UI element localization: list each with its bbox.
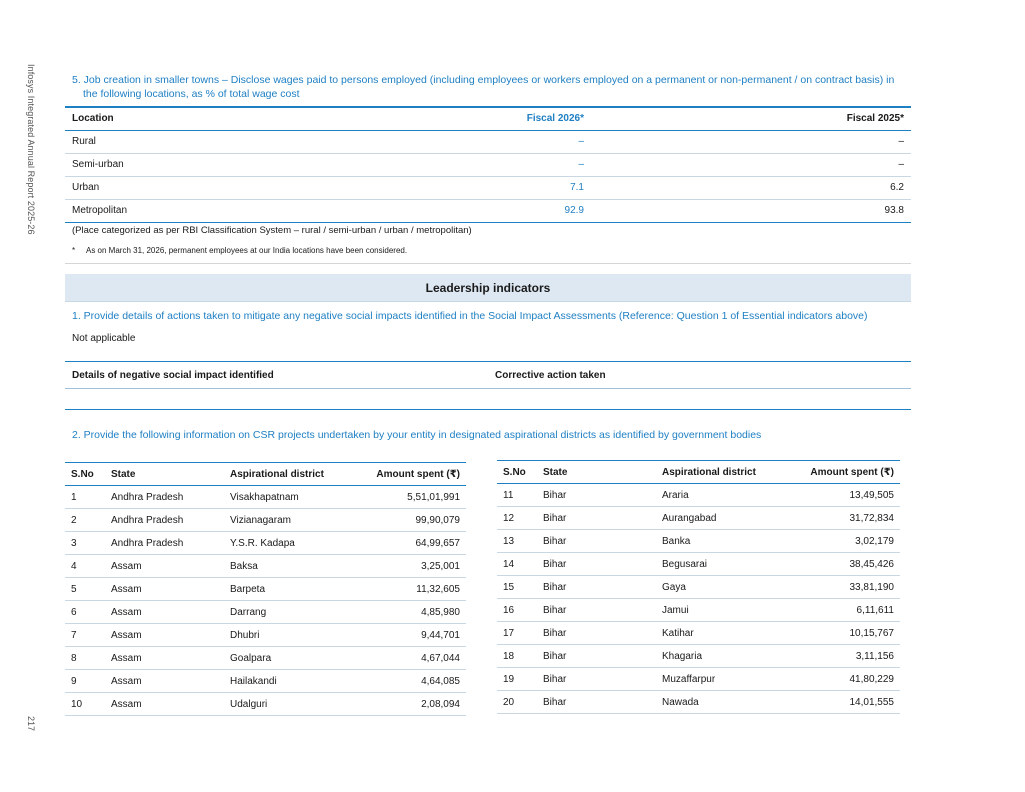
header-fiscal-2025: Fiscal 2025*	[591, 107, 911, 130]
state-cell: Bihar	[537, 599, 656, 622]
state-cell: Andhra Pradesh	[105, 532, 224, 555]
sno-cell: 18	[497, 645, 537, 668]
state-cell: Bihar	[537, 484, 656, 507]
question-1-heading: 1. Provide details of actions taken to mitigate any negative social impacts identified in the Social Impact Assessments (Reference: Question 1 of Essential indicators above)	[72, 310, 868, 322]
table-row	[497, 668, 900, 691]
location-cell: Urban	[65, 176, 461, 199]
district-cell: Katihar	[656, 622, 774, 645]
amount-cell: 33,81,190	[774, 576, 900, 599]
sno-cell: 3	[65, 532, 105, 555]
state-cell: Assam	[105, 647, 224, 670]
fiscal-2025-cell: 93.8	[591, 199, 911, 222]
table-row	[65, 532, 466, 555]
district-cell: Baksa	[224, 555, 342, 578]
sno-cell: 6	[65, 601, 105, 624]
table-row	[65, 624, 466, 647]
amount-cell: 5,51,01,991	[342, 486, 466, 509]
header-state: State	[105, 463, 224, 486]
sno-cell: 19	[497, 668, 537, 691]
fiscal-2025-cell: –	[591, 153, 911, 176]
amount-cell: 3,11,156	[774, 645, 900, 668]
amount-cell: 64,99,657	[342, 532, 466, 555]
district-cell: Darrang	[224, 601, 342, 624]
table-row	[65, 509, 466, 532]
header-negative-impact: Details of negative social impact identified	[65, 362, 488, 389]
table-row	[65, 486, 466, 509]
classification-note: (Place categorized as per RBI Classification System – rural / semi-urban / urban / metropolitan)	[72, 225, 472, 236]
csr-table-header	[65, 463, 466, 486]
amount-cell: 9,44,701	[342, 624, 466, 647]
sno-cell: 7	[65, 624, 105, 647]
state-cell: Bihar	[537, 553, 656, 576]
fiscal-2026-cell: 92.9	[461, 199, 591, 222]
csr-table-header	[497, 461, 900, 484]
sno-cell: 14	[497, 553, 537, 576]
sno-cell: 4	[65, 555, 105, 578]
fiscal-2025-cell: 6.2	[591, 176, 911, 199]
amount-cell: 38,45,426	[774, 553, 900, 576]
question-5-heading: 5. Job creation in smaller towns – Disclose wages paid to persons employed (including employees or workers employed on a permanent or non-permanent / on contract basis) in the following locations, as % of total wage cost	[72, 74, 895, 100]
location-wage-table	[65, 106, 911, 223]
state-cell: Assam	[105, 693, 224, 716]
state-cell: Andhra Pradesh	[105, 486, 224, 509]
table-row	[65, 130, 911, 153]
district-cell: Barpeta	[224, 578, 342, 601]
table-row	[65, 670, 466, 693]
sno-cell: 16	[497, 599, 537, 622]
table-row	[497, 484, 900, 507]
empty-cell	[488, 389, 911, 410]
state-cell: Bihar	[537, 530, 656, 553]
sno-cell: 12	[497, 507, 537, 530]
sno-cell: 13	[497, 530, 537, 553]
amount-cell: 6,11,611	[774, 599, 900, 622]
csr-table-left	[65, 462, 466, 716]
location-cell: Semi-urban	[65, 153, 461, 176]
district-cell: Muzaffarpur	[656, 668, 774, 691]
table-row	[497, 645, 900, 668]
amount-cell: 4,64,085	[342, 670, 466, 693]
fiscal-2026-cell: –	[461, 130, 591, 153]
district-cell: Aurangabad	[656, 507, 774, 530]
question-2-heading: 2. Provide the following information on CSR projects undertaken by your entity in designated aspirational districts as identified by government bodies	[72, 429, 762, 441]
header-district: Aspirational district	[224, 463, 342, 486]
footnote	[72, 246, 407, 255]
report-side-title: Infosys Integrated Annual Report 2025-26	[26, 64, 36, 235]
header-amount: Amount spent (₹)	[342, 463, 466, 486]
amount-cell: 3,02,179	[774, 530, 900, 553]
header-state: State	[537, 461, 656, 484]
amount-cell: 4,67,044	[342, 647, 466, 670]
fiscal-2026-cell: –	[461, 153, 591, 176]
state-cell: Assam	[105, 578, 224, 601]
amount-cell: 2,08,094	[342, 693, 466, 716]
csr-table-right	[497, 460, 900, 714]
fiscal-2025-cell: –	[591, 130, 911, 153]
district-cell: Banka	[656, 530, 774, 553]
table-row	[65, 153, 911, 176]
sno-cell: 9	[65, 670, 105, 693]
district-cell: Dhubri	[224, 624, 342, 647]
header-amount: Amount spent (₹)	[774, 461, 900, 484]
table-row	[497, 691, 900, 714]
amount-cell: 31,72,834	[774, 507, 900, 530]
district-cell: Hailakandi	[224, 670, 342, 693]
sno-cell: 11	[497, 484, 537, 507]
location-cell: Rural	[65, 130, 461, 153]
district-cell: Jamui	[656, 599, 774, 622]
header-district: Aspirational district	[656, 461, 774, 484]
header-location: Location	[65, 107, 461, 130]
table-row	[497, 553, 900, 576]
district-cell: Khagaria	[656, 645, 774, 668]
sno-cell: 5	[65, 578, 105, 601]
section-divider	[65, 263, 911, 264]
sno-cell: 17	[497, 622, 537, 645]
footnote-text: As on March 31, 2026, permanent employees at our India locations have been considered.	[86, 246, 408, 255]
district-cell: Nawada	[656, 691, 774, 714]
header-corrective-action: Corrective action taken	[488, 362, 911, 389]
location-cell: Metropolitan	[65, 199, 461, 222]
table-row	[65, 199, 911, 222]
sno-cell: 20	[497, 691, 537, 714]
amount-cell: 13,49,505	[774, 484, 900, 507]
state-cell: Bihar	[537, 691, 656, 714]
state-cell: Bihar	[537, 507, 656, 530]
table-row	[497, 530, 900, 553]
amount-cell: 11,32,605	[342, 578, 466, 601]
table-row	[65, 693, 466, 716]
negative-impact-table	[65, 361, 911, 410]
district-cell: Gaya	[656, 576, 774, 599]
state-cell: Bihar	[537, 668, 656, 691]
table-row	[65, 601, 466, 624]
table-row	[65, 389, 911, 410]
district-cell: Udalguri	[224, 693, 342, 716]
empty-cell	[65, 389, 488, 410]
sno-cell: 1	[65, 486, 105, 509]
amount-cell: 10,15,767	[774, 622, 900, 645]
impact-table-header	[65, 362, 911, 389]
leadership-indicators-title: Leadership indicators	[65, 274, 911, 302]
state-cell: Andhra Pradesh	[105, 509, 224, 532]
district-cell: Vizianagaram	[224, 509, 342, 532]
sno-cell: 15	[497, 576, 537, 599]
amount-cell: 14,01,555	[774, 691, 900, 714]
state-cell: Bihar	[537, 645, 656, 668]
table-row	[65, 578, 466, 601]
table-row	[497, 622, 900, 645]
state-cell: Bihar	[537, 576, 656, 599]
state-cell: Assam	[105, 555, 224, 578]
header-sno: S.No	[65, 463, 105, 486]
district-cell: Visakhapatnam	[224, 486, 342, 509]
state-cell: Assam	[105, 624, 224, 647]
table-row	[65, 555, 466, 578]
question-1-answer: Not applicable	[72, 333, 136, 344]
page-number: 217	[26, 716, 36, 732]
footnote-marker: *	[72, 246, 76, 255]
district-cell: Begusarai	[656, 553, 774, 576]
location-table-header	[65, 107, 911, 130]
state-cell: Assam	[105, 670, 224, 693]
sno-cell: 8	[65, 647, 105, 670]
table-row	[497, 507, 900, 530]
district-cell: Araria	[656, 484, 774, 507]
sno-cell: 2	[65, 509, 105, 532]
amount-cell: 41,80,229	[774, 668, 900, 691]
table-row	[497, 576, 900, 599]
header-fiscal-2026: Fiscal 2026*	[461, 107, 591, 130]
district-cell: Y.S.R. Kadapa	[224, 532, 342, 555]
amount-cell: 3,25,001	[342, 555, 466, 578]
fiscal-2026-cell: 7.1	[461, 176, 591, 199]
table-row	[65, 647, 466, 670]
table-row	[497, 599, 900, 622]
state-cell: Assam	[105, 601, 224, 624]
amount-cell: 99,90,079	[342, 509, 466, 532]
amount-cell: 4,85,980	[342, 601, 466, 624]
sno-cell: 10	[65, 693, 105, 716]
table-row	[65, 176, 911, 199]
district-cell: Goalpara	[224, 647, 342, 670]
header-sno: S.No	[497, 461, 537, 484]
state-cell: Bihar	[537, 622, 656, 645]
